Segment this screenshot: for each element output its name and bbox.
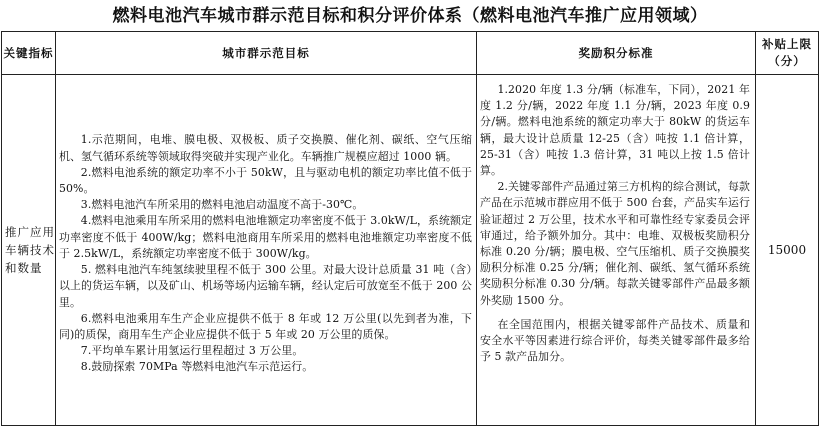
reward-item: 1.2020 年度 1.3 分/辆（标准车，下同），2021 年度 1.2 分/辆，2022 年度 1.1 分/辆，2023 年度 0.9 分/辆。燃料电池系统的额定功率大于 80kW 的货运车辆，最大设计总质量 12-25（含）吨按 1.1 倍计算，25-31（含）吨按 1.3 倍计算，31 吨以上按 1.5 倍计算。 [480, 83, 750, 178]
table-header-row [2, 32, 819, 75]
target-item: 5. 燃料电池汽车纯氢续驶里程不低于 300 公里。对最大设计总质量 31 吨（含）以上的货运车辆，以及矿山、机场等场内运输车辆，经认定后可放宽至不低于 200 公里。 [59, 263, 472, 309]
target-item: 2.燃料电池系统的额定功率不小于 50kW，且与驱动电机的额定功率比值不低于 50%。 [59, 165, 472, 196]
rewards-cell [477, 75, 756, 426]
targets-cell [56, 75, 477, 426]
table-row [2, 75, 819, 426]
target-item: 6.燃料电池乘用车生产企业应提供不低于 8 年或 12 万公里(以先到者为准，下同)的质保，商用车生产企业应提供不低于 5 年或 20 万公里的质保。 [59, 311, 472, 341]
reward-item: 在全国范围内，根据关键零部件产品技术、质量和安全水平等因素进行综合评价，每类关键零部件最多给予 5 款产品加分。 [480, 317, 750, 364]
field-name-cell: 推广应用车辆技术和数量 [2, 75, 56, 426]
target-item: 7.平均单车累计用氢运行里程超过 3 万公里。 [80, 344, 304, 358]
reward-item: 2.关键零部件产品通过第三方机构的综合测试，每款产品在示范城市群应用不低于 500 台套，产品实车运行验证超过 2 万公里，技术水平和可靠性经专家委员会评审通过，给予额外加分。其中：电堆、双极板奖励积分标准 0.20 分/辆；膜电极、空气压缩机、质子交换膜奖励积分标准 0.25 分/辆；催化剂、碳纸、氢气循环系统奖励积分标准 0.30 分/辆。每款关键零部件产品最多额外奖励 1500 分。 [480, 180, 751, 307]
target-item: 4.燃料电池乘用车所采用的燃料电池堆额定功率密度不低于 3.0kW/L，系统额定功率密度不低于 400W/kg；燃料电池商用车所采用的燃料电池堆额定功率密度不低于 2.5kW/L，系统额定功率密度不低于 300W/kg。 [59, 214, 472, 260]
header-subsidy-cap: 补贴上限（分） [756, 32, 819, 75]
header-reward-standard: 奖励积分标准 [477, 32, 756, 75]
header-city-target: 城市群示范目标 [56, 32, 477, 75]
target-item: 3.燃料电池汽车所采用的燃料电池启动温度不高于-30℃。 [80, 198, 364, 212]
target-item: 1.示范期间，电堆、膜电极、双极板、质子交换膜、催化剂、碳纸、空气压缩机、氢气循环系统等领域取得突破并实现产业化。车辆推广规模应超过 1000 辆。 [59, 133, 472, 163]
subsidy-cap-value: 15000 [756, 75, 819, 426]
scoring-table [1, 31, 819, 426]
header-key-field: 关键指标 [2, 32, 56, 75]
page-title: 燃料电池汽车城市群示范目标和积分评价体系（燃料电池汽车推广应用领域） [112, 6, 708, 26]
target-item: 8.鼓励探索 70MPa 等燃料电池汽车示范运行。 [80, 360, 314, 374]
